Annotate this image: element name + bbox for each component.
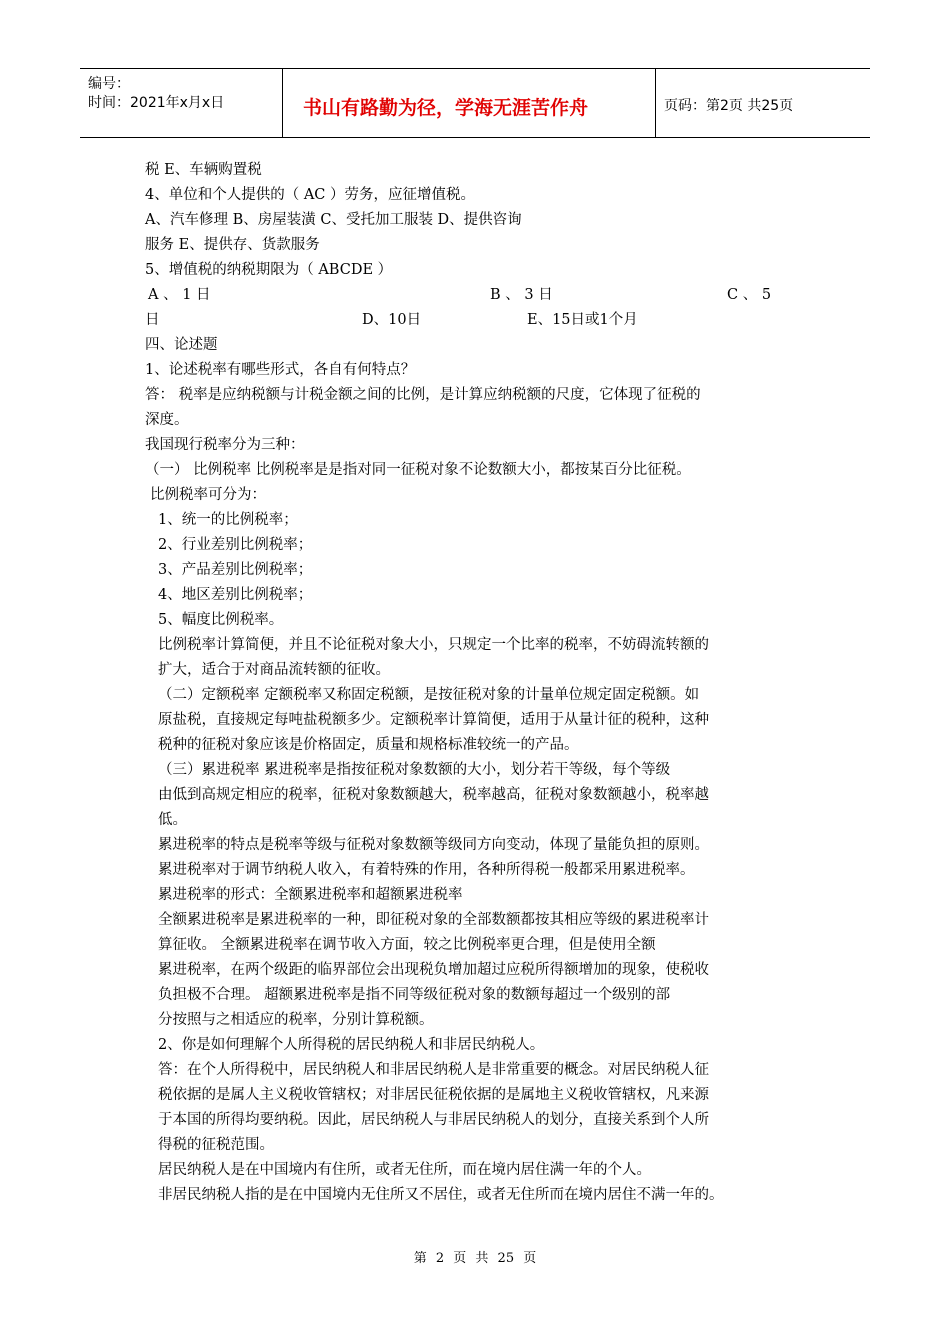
text-line: 累进税率的形式：全额累进税率和超额累进税率 [158, 887, 463, 903]
text-line: 比例税率计算简便，并且不论征税对象大小，只规定一个比率的税率，不妨碍流转额的 [158, 637, 709, 653]
text-line: 4、单位和个人提供的（ AC ）劳务，应征增值税。 [145, 187, 476, 203]
text-line: A 、 1 日 [148, 287, 211, 303]
text-line: 税依据的是属人主义税收管辖权；对非居民征税依据的是属地主义税收管辖权，凡来源 [158, 1087, 709, 1103]
motto: 书山有路勤为径，学海无涯苦作舟 [303, 97, 589, 119]
text-line: 日 [145, 312, 160, 328]
text-line: 分按照与之相适应的税率，分别计算税额。 [158, 1012, 434, 1028]
text-line: 税种的征税对象应该是价格固定，质量和规格标准较统一的产品。 [158, 737, 579, 753]
text-line: 全额累进税率是累进税率的一种，即征税对象的全部数额都按其相应等级的累进税率计 [158, 912, 709, 928]
text-line: 非居民纳税人指的是在中国境内无住所又不居住，或者无住所而在境内居住不满一年的。 [158, 1187, 724, 1203]
text-line: 5、幅度比例税率。 [158, 612, 284, 628]
text-line: 1、论述税率有哪些形式，各自有何特点？ [145, 362, 416, 378]
text-line: 税 E、车辆购置税 [145, 162, 262, 178]
time-label: 时间：2021年x月x日 [88, 95, 225, 111]
text-line: 服务 E、提供存、货款服务 [145, 237, 320, 253]
text-line: 3、产品差别比例税率； [158, 562, 313, 578]
text-line: 于本国的所得均要纳税。因此，居民纳税人与非居民纳税人的划分，直接关系到个人所 [158, 1112, 709, 1128]
header-motto-cell [283, 69, 656, 137]
text-line: 扩大，适合于对商品流转额的征收。 [158, 662, 390, 678]
text-line: 原盐税，直接规定每吨盐税额多少。定额税率计算简便，适用于从量计征的税种，这种 [158, 712, 709, 728]
number-label: 编号： [88, 76, 130, 92]
text-line: 得税的征税范围。 [158, 1137, 274, 1153]
text-line: 4、地区差别比例税率； [158, 587, 313, 603]
text-line: 算征收。 全额累进税率在调节收入方面，较之比例税率更合理，但是使用全额 [158, 937, 656, 953]
text-line: 累进税率对于调节纳税人收入，有着特殊的作用，各种所得税一般都采用累进税率。 [158, 862, 695, 878]
text-line: 四、论述题 [145, 337, 218, 353]
page-header [80, 68, 870, 138]
text-line: B 、 3 日 [490, 287, 553, 303]
text-line: 答：在个人所得税中，居民纳税人和非居民纳税人是非常重要的概念。对居民纳税人征 [158, 1062, 709, 1078]
text-line: 深度。 [145, 412, 189, 428]
text-line: 2、行业差别比例税率； [158, 537, 313, 553]
text-line: 居民纳税人是在中国境内有住所，或者无住所，而在境内居住满一年的个人。 [158, 1162, 651, 1178]
text-line: E、15日或1个月 [527, 312, 638, 328]
text-line: 5、增值税的纳税期限为（ ABCDE ） [145, 262, 393, 278]
text-line: A、汽车修理 B、房屋装潢 C、受托加工服装 D、提供咨询 [145, 212, 522, 228]
text-line: 答： 税率是应纳税额与计税金额之间的比例，是计算应纳税额的尺度，它体现了征税的 [145, 387, 701, 403]
text-line: D、10日 [362, 312, 422, 328]
text-line: 由低到高规定相应的税率，征税对象数额越大，税率越高，征税对象数额越小，税率越 [158, 787, 709, 803]
text-line: C 、 5 [727, 287, 772, 303]
text-line: 2、你是如何理解个人所得税的居民纳税人和非居民纳税人。 [158, 1037, 545, 1053]
page-info: 页码：第2页 共25页 [664, 98, 794, 114]
text-line: 负担极不合理。 超额累进税率是指不同等级征税对象的数额每超过一个级别的部 [158, 987, 671, 1003]
header-meta [80, 69, 283, 137]
text-line: 比例税率可分为： [150, 487, 266, 503]
text-line: 累进税率，在两个级距的临界部位会出现税负增加超过应税所得额增加的现象，使税收 [158, 962, 709, 978]
page-footer: 第 2 页 共 25 页 [413, 1251, 537, 1266]
text-line: 低。 [158, 812, 187, 828]
text-line: （三）累进税率 累进税率是指按征税对象数额的大小，划分若干等级，每个等级 [158, 762, 671, 778]
text-line: 1、统一的比例税率； [158, 512, 298, 528]
header-page-cell [656, 69, 870, 137]
text-line: （二）定额税率 定额税率又称固定税额，是按征税对象的计量单位规定固定税额。如 [158, 687, 700, 703]
text-line: 累进税率的特点是税率等级与征税对象数额等级同方向变动，体现了量能负担的原则。 [158, 837, 709, 853]
text-line: （一） 比例税率 比例税率是是指对同一征税对象不论数额大小，都按某百分比征税。 [145, 462, 691, 478]
text-line: 我国现行税率分为三种： [145, 437, 305, 453]
